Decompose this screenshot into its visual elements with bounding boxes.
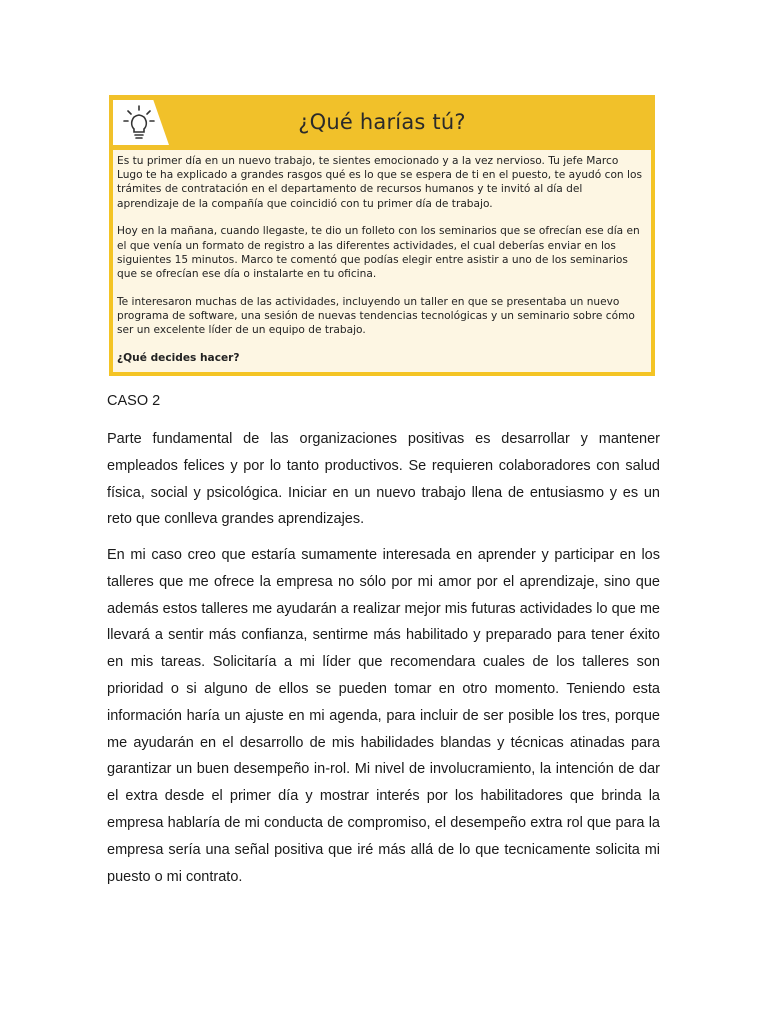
document-paragraph: Parte fundamental de las organizaciones positivas es desarrollar y mantener empleados felices y por lo tanto productivos. Se requieren colaboradores con salud física, social y psicológica. Iniciar en un nuevo trabajo llena de entusiasmo y es un reto que conlleva grandes aprendizajes. [107, 431, 660, 528]
case-body [113, 150, 651, 372]
case-image [109, 95, 655, 376]
case-label: CASO 2 [107, 393, 161, 409]
case-paragraph: Es tu primer día en un nuevo trabajo, te sientes emocionado y a la vez nervioso. Tu jefe Marco Lugo te ha explicado a grandes rasgos qué es lo que se espera de ti en el puesto, te ayudó con los trámites de contratación en el departamento de recursos humanos y te invitó al día del aprendizaje de la compañía que coincidió con tu primer día de trabajo. [117, 155, 642, 210]
case-paragraph: Hoy en la mañana, cuando llegaste, te dio un folleto con los seminarios que se ofrecían ese día en el que venía un formato de registro a las diferentes actividades, el cual deberías enviar en los siguientes 15 minutos. Marco te comentó que podías elegir entre asistir a uno de los seminarios que se ofrecían ese día o instalarte en tu oficina. [117, 225, 640, 280]
case-question: ¿Qué decides hacer? [117, 351, 240, 364]
case-paragraph: Te interesaron muchas de las actividades, incluyendo un taller en que se presentaba un nuevo programa de software, una sesión de nuevas tendencias tecnológicas y un seminario sobre cómo ser un excelente líder de un equipo de trabajo. [117, 295, 635, 337]
case-header [109, 95, 655, 150]
case-title: ¿Qué harías tú? [298, 110, 466, 134]
document-paragraph: En mi caso creo que estaría sumamente interesada en aprender y participar en los talleres que me ofrece la empresa no sólo por mi amor por el aprendizaje, sino que además estos talleres me ayudarán a realizar mejor mis futuras actividades lo que me llevará a sentir más confianza, sentirme más habilitado y preparado para tener éxito en mis tareas. Solicitaría a mi líder que recomendara cuales de los talleres son prioridad o si alguno de ellos se pueden tomar en otro momento. Teniendo esta información haría un ajuste en mi agenda, para incluir de ser posible los tres, porque me ayudarán en el desarrollo de mis habilidades blandas y técnicas atinadas para garantizar un buen desempeño in-rol. Mi nivel de involucramiento, la intención de dar el extra desde el primer día y mostrar interés por los habilitadores que brinda la empresa hablaría de mi conducta de compromiso, el desempeño extra rol que para la empresa sería una señal positiva que iré más allá de lo que tecnicamente solicita mi puesto o mi contrato. [107, 547, 660, 885]
